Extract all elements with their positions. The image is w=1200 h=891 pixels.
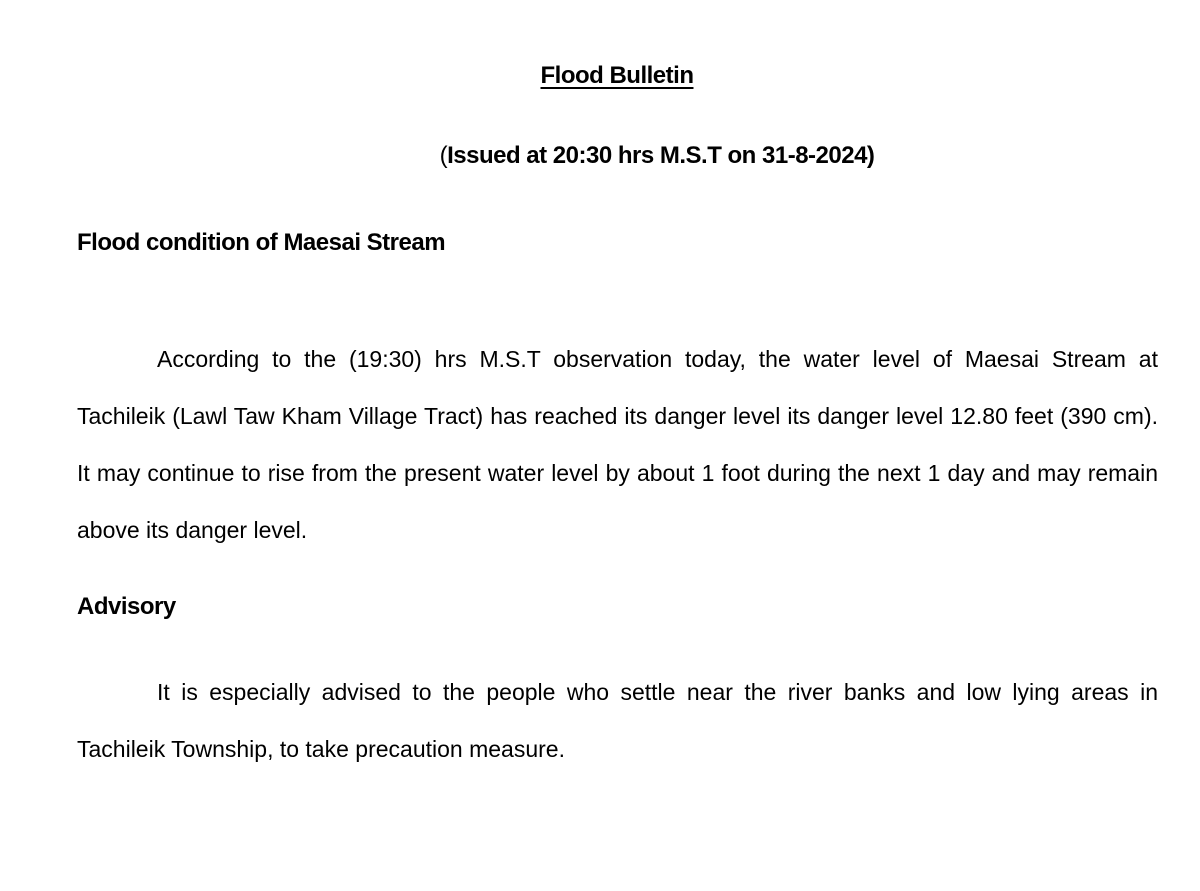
section-body-flood-condition: According to the (19:30) hrs M.S.T observation today, the water level of Maesai Stream at Tachileik (Lawl Taw Kham Village Tract) has reached its danger level its danger level 12.80 feet (390 cm). It may continue to rise from the present water level by about 1 foot during the next 1 day and may remain above its danger level. — [77, 346, 1158, 543]
bulletin-title: Flood Bulletin — [540, 62, 694, 89]
section-body-advisory: It is especially advised to the people who settle near the river banks and low lying areas in Tachileik Township, to take precaution measure. — [77, 679, 1158, 762]
issued-open-paren: ( — [439, 142, 448, 169]
issued-line — [0, 142, 1200, 170]
section-heading-advisory: Advisory — [77, 593, 176, 620]
section-heading-flood-condition: Flood condition of Maesai Stream — [77, 229, 446, 256]
issued-datetime: Issued at 20:30 hrs M.S.T on 31-8-2024) — [447, 142, 875, 169]
